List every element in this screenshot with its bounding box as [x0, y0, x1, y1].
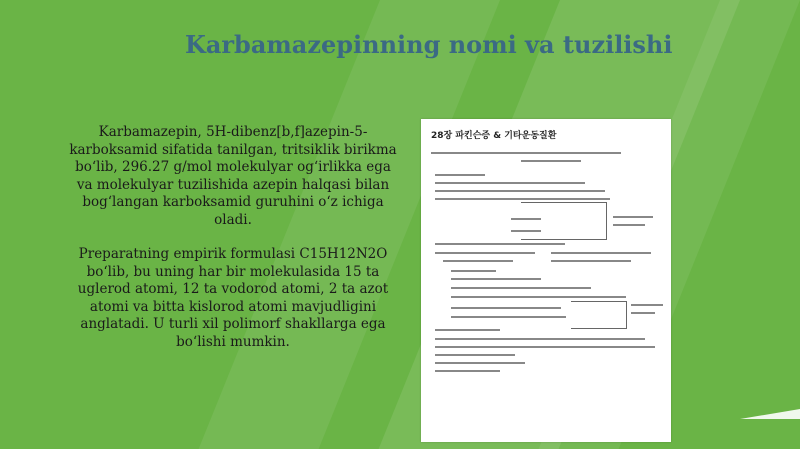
text-line: [551, 252, 651, 254]
text-line: [431, 152, 621, 154]
text-line: [631, 304, 663, 306]
text-line: [511, 230, 541, 232]
document-image: [421, 119, 671, 442]
text-line: [435, 198, 610, 200]
text-line: [435, 190, 605, 192]
text-line: [435, 362, 525, 364]
text-line: [451, 316, 566, 318]
text-line: [631, 312, 655, 314]
paragraph-formula: Preparatning empirik formulasi C15H12N2O bo‘lib, bu uning har bir molekulasida 15 ta uglerod atomi, 12 ta vodorod atomi, 2 ta azot atomi va bitta kislorod atomi mavjudligini anglatadi. U turli xil polimorf shakllarga ega bo‘lishi mumkin.: [77, 246, 389, 350]
text-line: [451, 307, 561, 309]
text-line: [443, 260, 513, 262]
text-line: [435, 338, 645, 340]
diagram-bracket: [521, 202, 607, 240]
text-line: [451, 270, 496, 272]
text-line: [521, 160, 581, 162]
decorative-corner: [740, 409, 800, 419]
text-line: [613, 224, 645, 226]
text-line: [551, 260, 631, 262]
text-line: [435, 346, 655, 348]
text-line: [435, 182, 585, 184]
body-text: [68, 124, 398, 368]
paragraph-structure: Karbamazepin, 5H-dibenz[b,f]azepin-5-karboksamid sifatida tanilgan, tritsiklik birikma bo‘lib, 296.27 g/mol molekulyar og‘irlikka ega va molekulyar tuzilishida azepin halqasi bilan bog‘langan karboksamid guruhini o‘z ichiga oladi.: [69, 124, 397, 228]
text-line: [435, 354, 515, 356]
text-line: [435, 243, 565, 245]
diagram-bracket: [571, 301, 627, 329]
text-line: [451, 296, 626, 298]
text-line: [435, 174, 485, 176]
document-heading: 28장 파킨슨증 & 기타운동질환: [431, 131, 557, 141]
text-line: [451, 287, 591, 289]
text-line: [435, 252, 535, 254]
text-line: [435, 370, 500, 372]
text-line: [435, 329, 500, 331]
text-line: [613, 216, 653, 218]
slide-title: Karbamazepinning nomi va tuzilishi: [185, 30, 673, 59]
text-line: [451, 278, 541, 280]
text-line: [511, 218, 541, 220]
